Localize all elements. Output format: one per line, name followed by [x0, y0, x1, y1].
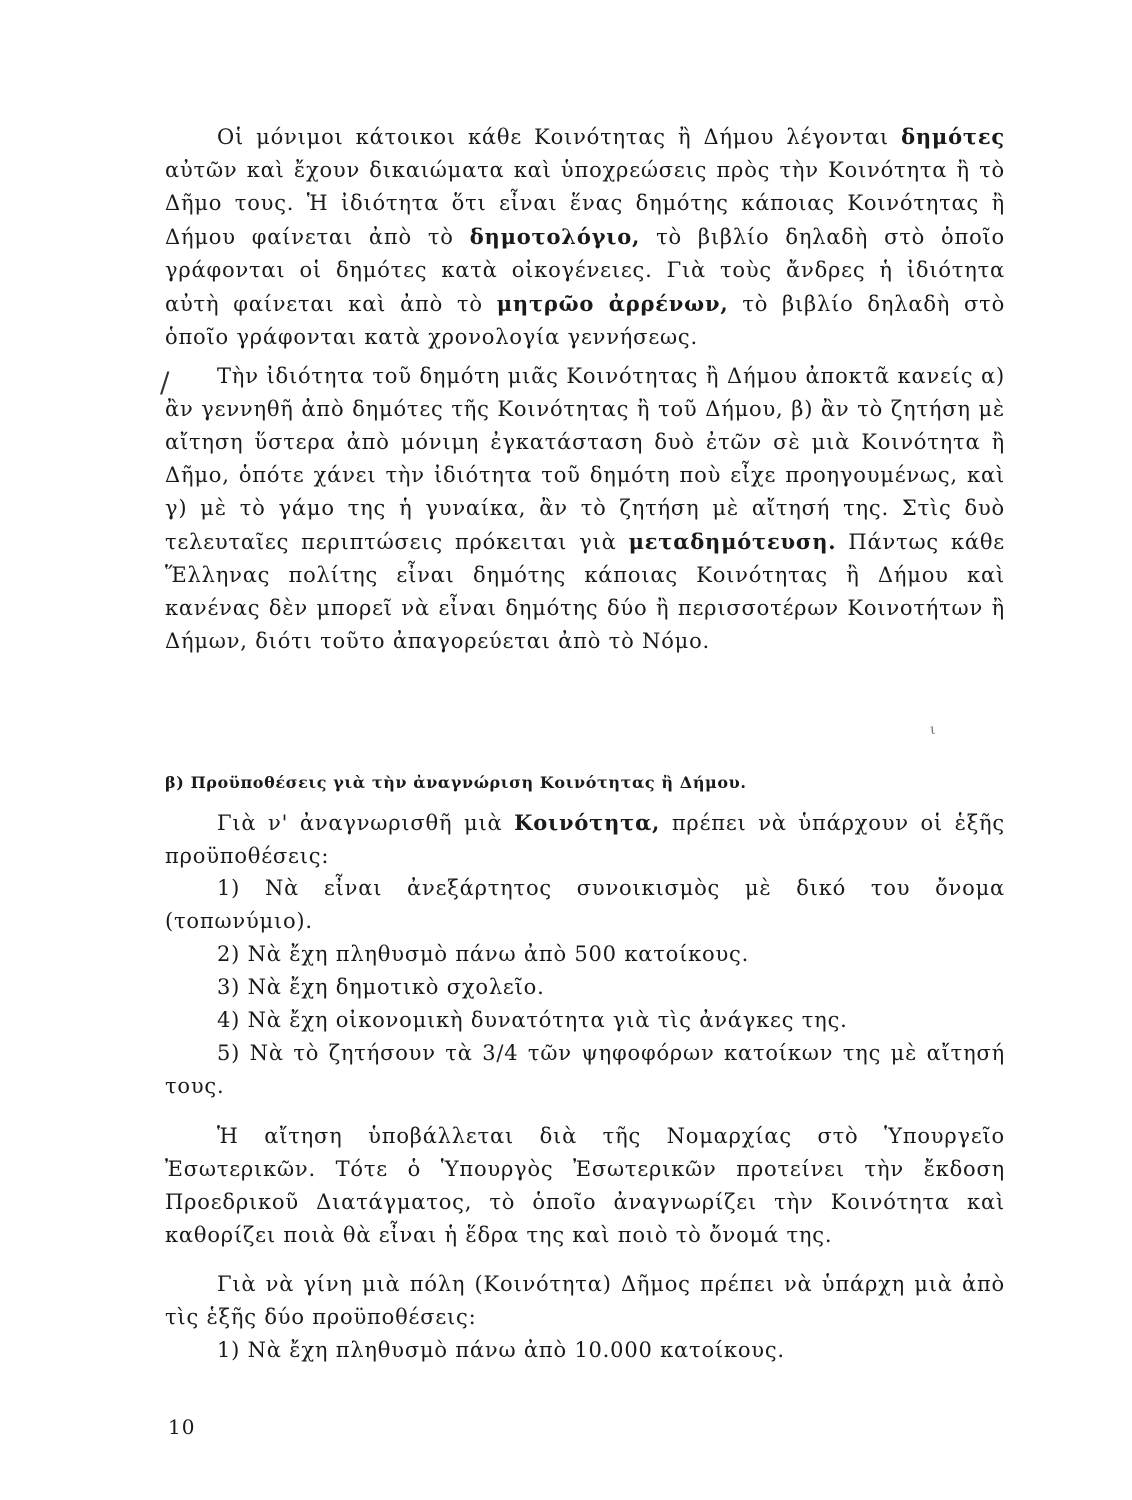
text-span: Γιὰ ν' ἀναγνωρισθῆ μιὰ	[217, 811, 503, 835]
list-item: 4) Νὰ ἔχη οἰκονομικὴ δυνατότητα γιὰ τὶς ἀνάγκες της.	[217, 1008, 848, 1032]
page-number: 10	[168, 1415, 196, 1439]
text-span: τὸ βιβλίο δηλαδὴ στὸ ὁποῖο γράφονται οἱ δημότες κατὰ οἰκογένειες. Γιὰ τοὺς ἄνδρες ἡ ἰδιότητα αὐτὴ φαίνεται καὶ ἀπὸ τὸ	[165, 225, 1005, 316]
text-span: αὐτῶν καὶ ἔχουν δικαιώματα καὶ ὑποχρεώσεις πρὸς τὴν Κοινότητα ἢ τὸ Δῆμο τους. Ἡ ἰδιότητα ὅτι εἶναι ἕνας δημότης κάποιας Κοινότητας ἢ Δήμου φαίνεται ἀπὸ τὸ	[165, 158, 1005, 249]
text-span: Πάντως κάθε Ἕλληνας πολίτης εἶναι δημότης κάποιας Κοινότητας ἢ Δήμου καὶ κανένας δὲν μπορεῖ νὰ εἶναι δημότης δύο ἢ περισσοτέρων Κοινοτήτων ἢ Δήμων, διότι τοῦτο ἀπαγορεύεται ἀπὸ τὸ Νόμο.	[165, 530, 1005, 653]
paragraph-demotes	[165, 120, 1005, 354]
term-koinotita: Κοινότητα,	[514, 810, 661, 835]
margin-pencil-mark: /	[160, 366, 170, 399]
paragraph-application: Ἡ αἴτηση ὑποβάλλεται διὰ τῆς Νομαρχίας στὸ Ὑπουργεῖο Ἐσωτερικῶν. Τότε ὁ Ὑπουργὸς Ἐσωτερικῶν προτείνει τὴν ἔκδοση Προεδρικοῦ Διατάγματος, τὸ ὁποῖο ἀναγνωρίζει τὴν Κοινότητα καὶ καθορίζει ποιὰ θὰ εἶναι ἡ ἕδρα της καὶ ποιὸ τὸ ὄνομά της.	[165, 1124, 1005, 1247]
list-item: 1) Νὰ εἶναι ἀνεξάρτητος συνοικισμὸς μὲ δικό του ὄνομα (τοπωνύμιο).	[165, 876, 1005, 933]
term-demotologio: δημοτολόγιο,	[469, 224, 641, 249]
list-item: 3) Νὰ ἔχη δημοτικὸ σχολεῖο.	[217, 975, 545, 999]
conditions-list	[165, 872, 1005, 1103]
text-span: Οἱ μόνιμοι κάτοικοι κάθε Κοινότητας ἢ Δήμου λέγονται	[217, 125, 889, 149]
text-span: τὸ βιβλίο δηλαδὴ στὸ ὁποῖο γράφονται κατὰ χρονολογία γεννήσεως.	[165, 292, 1006, 349]
text-span: Τὴν ἰδιότητα τοῦ δημότη μιᾶς Κοινότητας ἢ Δήμου ἀποκτᾶ κανείς α) ἂν γεννηθῆ ἀπὸ δημότες τῆς Κοινότητας ἢ τοῦ Δήμου, β) ἂν τὸ ζητήση μὲ αἴτηση ὕστερα ἀπὸ μόνιμη ἐγκατάσταση δυὸ ἐτῶν σὲ μιὰ Κοινότητα ἢ Δῆμο, ὁπότε χάνει τὴν ἰδιότητα τοῦ δημότη ποὺ εἶχε προηγουμένως, καὶ γ) μὲ τὸ γάμο της ἡ γυναίκα, ἂν τὸ ζητήση μὲ αἴτησή της. Στὶς δυὸ τελευταῖες περιπτώσεις πρόκειται γιὰ	[165, 364, 1005, 554]
paragraph-community-conditions	[165, 806, 1005, 873]
text-span: πρέπει νὰ ὑπάρχουν οἱ ἑξῆς προϋποθέσεις:	[165, 811, 1005, 868]
margin-pencil-mark: ι	[930, 722, 936, 738]
term-metadimotefsi: μεταδημότευση.	[628, 529, 837, 554]
term-mitroo-arrenon: μητρῶο ἀρρένων,	[496, 291, 729, 316]
paragraph-citizenship	[165, 360, 1005, 658]
list-item: 1) Νὰ ἔχη πληθυσμὸ πάνω ἀπὸ 10.000 κατοίκους.	[217, 1338, 785, 1362]
section-heading: β) Προϋποθέσεις γιὰ τὴν ἀναγνώριση Κοινότητας ἢ Δήμου.	[165, 773, 747, 792]
list-item: 5) Νὰ τὸ ζητήσουν τὰ 3/4 τῶν ψηφοφόρων κατοίκων της μὲ αἴτησή τους.	[165, 1041, 1005, 1098]
list-item: 2) Νὰ ἔχη πληθυσμὸ πάνω ἀπὸ 500 κατοίκους.	[217, 942, 750, 966]
municipality-conditions-list	[165, 1334, 1005, 1367]
term-demotes: δημότες	[901, 124, 1005, 149]
paragraph-municipality-conditions: Γιὰ νὰ γίνη μιὰ πόλη (Κοινότητα) Δῆμος πρέπει νὰ ὑπάρχη μιὰ ἀπὸ τὶς ἑξῆς δύο προϋποθέσεις:	[165, 1272, 1005, 1329]
